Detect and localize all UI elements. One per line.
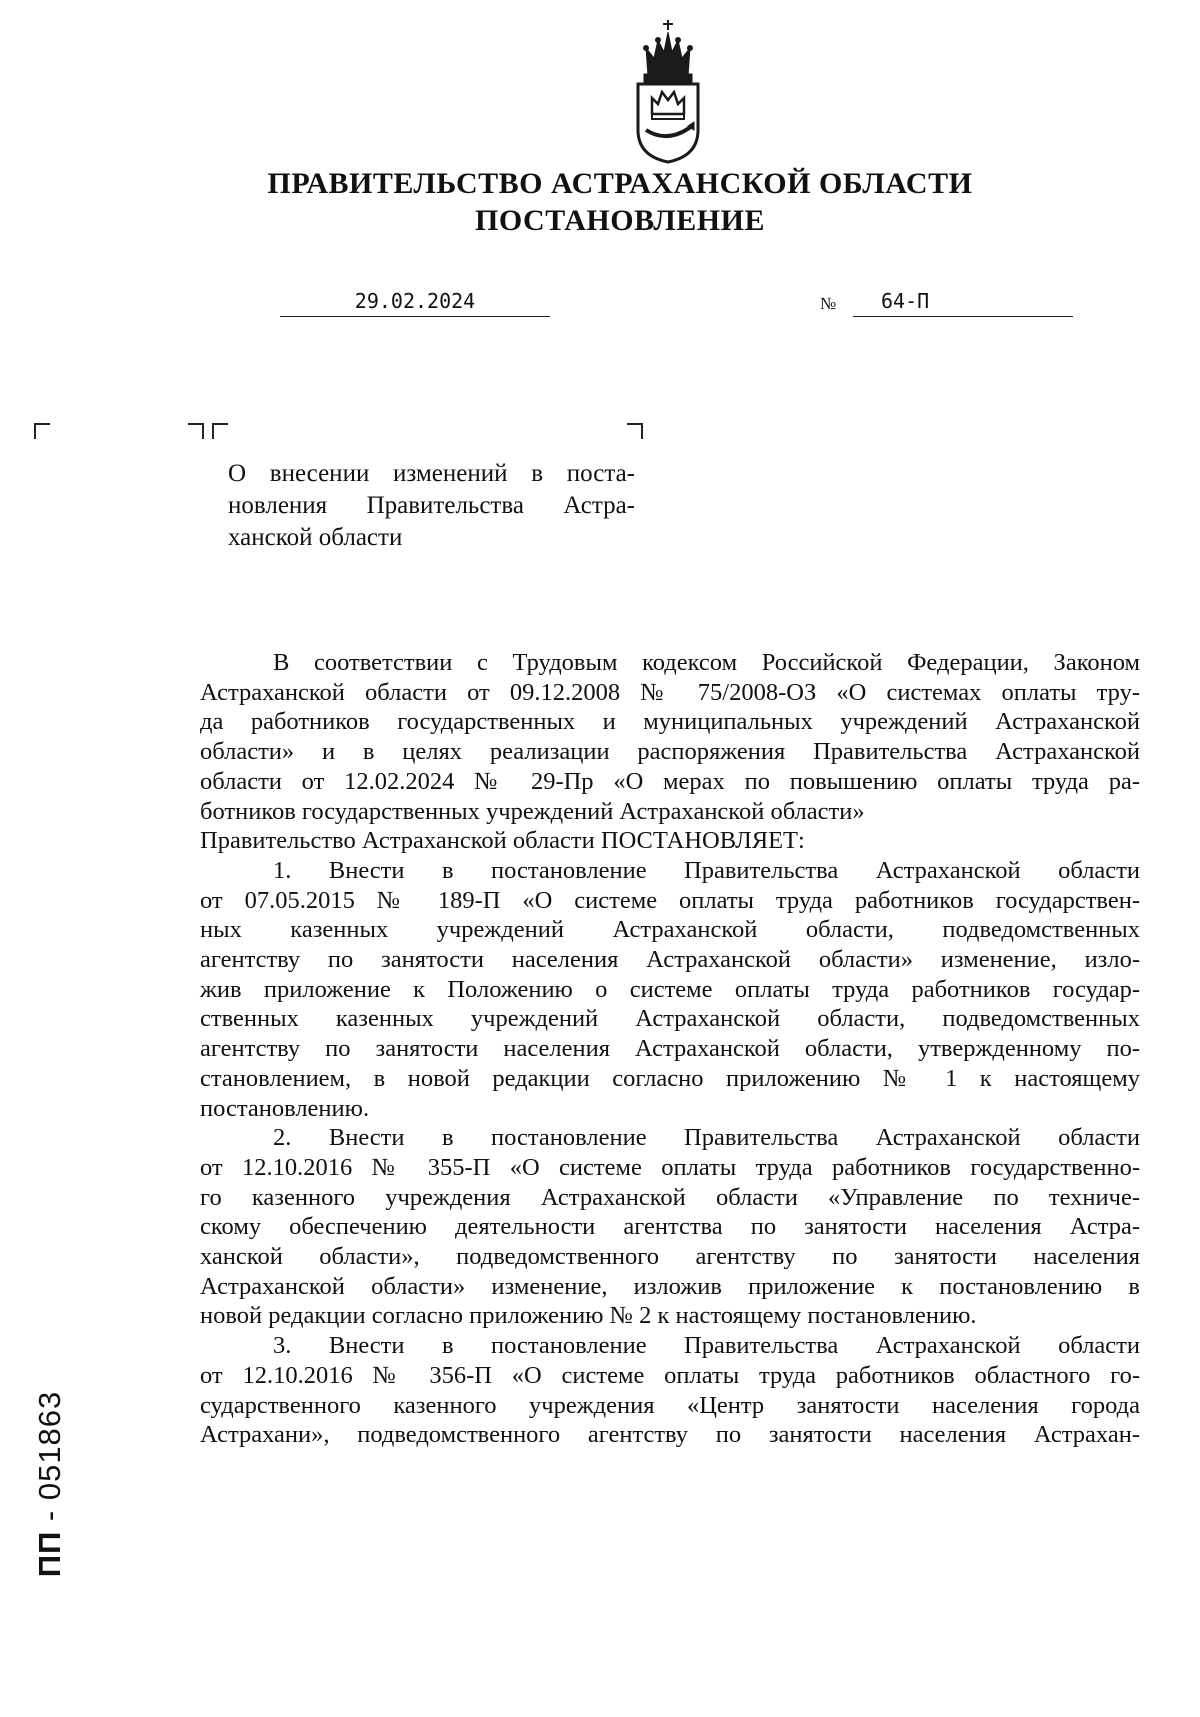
document-subject	[228, 458, 635, 554]
side-serial-stamp	[20, 1374, 80, 1594]
number-sign: №	[820, 294, 837, 313]
corner-mark	[34, 423, 50, 439]
body-line: го казенного учреждения Астраханской области «Управление по техниче-	[200, 1183, 1140, 1211]
body-line: сударственного казенного учреждения «Центр занятости населения города	[200, 1391, 1140, 1419]
subject-line: О внесении изменений в поста-	[228, 460, 635, 487]
body-line: да работников государственных и муниципальных учреждений Астраханской	[200, 708, 1140, 736]
corner-mark	[627, 423, 643, 439]
serial-prefix: ПП	[32, 1530, 67, 1578]
body-line: Астраханской области» изменение, изложив приложение к постановлению в	[200, 1272, 1140, 1300]
body-line: ботников государственных учреждений Астраханской области»	[200, 797, 865, 825]
body-line: от 07.05.2015 № 189-П «О системе оплаты труда работников государствен-	[200, 886, 1140, 914]
body-line: жив приложение к Положению о системе оплаты труда работников государ-	[200, 975, 1140, 1003]
subject-line: ханской области	[228, 524, 403, 551]
body-line: 1. Внести в постановление Правительства Астраханской области	[273, 856, 1140, 884]
document-heading	[200, 165, 1040, 239]
body-line: Астрахани», подведомственного агентству по занятости населения Астрахан-	[200, 1421, 1140, 1449]
body-line: от 12.10.2016 № 356-П «О системе оплаты труда работников областного го-	[200, 1361, 1140, 1389]
serial-stamp-text	[32, 1391, 68, 1578]
body-line: от 12.10.2016 № 355-П «О системе оплаты труда работников государственно-	[200, 1153, 1140, 1181]
body-line: агентству по занятости населения Астраханской области» изменение, изло-	[200, 946, 1140, 974]
document-number-field	[853, 287, 1073, 317]
document-type-title: ПОСТАНОВЛЕНИЕ	[475, 204, 765, 237]
document-body	[200, 648, 1140, 1450]
corner-mark	[188, 423, 204, 439]
body-line: Правительство Астраханской области ПОСТАНОВЛЯЕТ:	[200, 827, 805, 855]
corner-mark	[212, 423, 228, 439]
body-line: становлением, в новой редакции согласно приложению № 1 к настоящему	[200, 1064, 1140, 1092]
document-number: 64-П	[881, 289, 930, 313]
government-title: ПРАВИТЕЛЬСТВО АСТРАХАНСКОЙ ОБЛАСТИ	[267, 167, 973, 200]
body-line: 3. Внести в постановление Правительства Астраханской области	[273, 1332, 1140, 1360]
serial-number: 051863	[32, 1390, 67, 1501]
body-line: постановлению.	[200, 1094, 370, 1122]
body-line: агентству по занятости населения Астраханской области, утвержденному по-	[200, 1035, 1140, 1063]
body-line: В соответствии с Трудовым кодексом Российской Федерации, Законом	[273, 649, 1140, 676]
subject-line: новления Правительства Астра-	[228, 492, 635, 519]
body-line: ных казенных учреждений Астраханской области, подведомственных	[200, 916, 1140, 944]
coat-of-arms-emblem	[628, 18, 708, 164]
body-line: Астраханской области от 09.12.2008 № 75/2008-ОЗ «О системах оплаты тру-	[200, 678, 1140, 706]
document-date: 29.02.2024	[280, 287, 550, 317]
body-line: области» и в целях реализации распоряжения Правительства Астраханской	[200, 738, 1140, 766]
body-line: 2. Внести в постановление Правительства Астраханской области	[273, 1124, 1140, 1152]
serial-separator: -	[32, 1500, 67, 1531]
body-line: скому обеспечению деятельности агентства по занятости населения Астра-	[200, 1213, 1140, 1241]
body-line: ственных казенных учреждений Астраханской области, подведомственных	[200, 1005, 1140, 1033]
body-line: области от 12.02.2024 № 29-Пр «О мерах по повышению оплаты труда ра-	[200, 767, 1140, 795]
body-line: ханской области», подведомственного агентству по занятости населения	[200, 1243, 1140, 1271]
body-line: новой редакции согласно приложению № 2 к настоящему постановлению.	[200, 1302, 977, 1330]
